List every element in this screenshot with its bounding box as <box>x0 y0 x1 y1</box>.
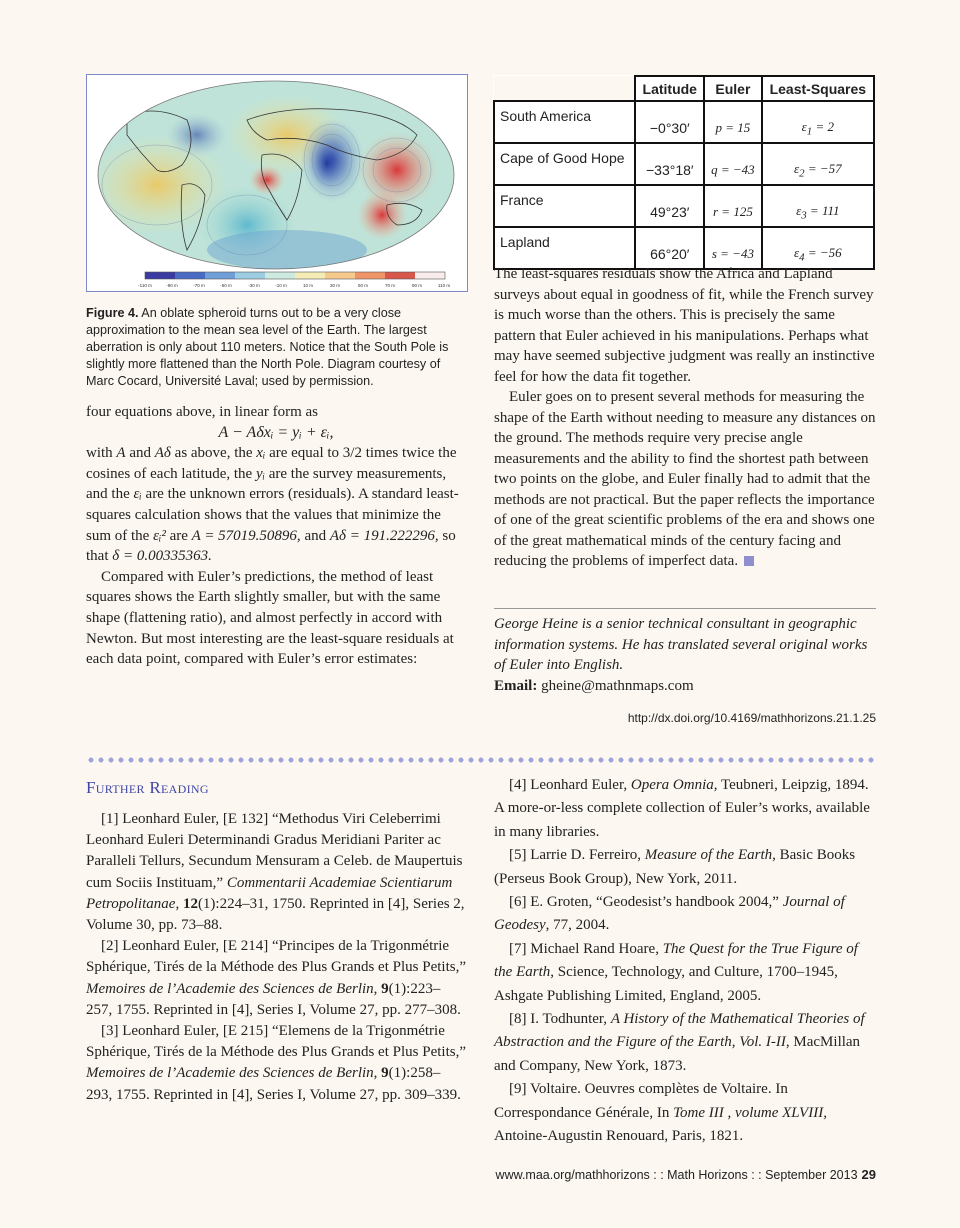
reference-item: [1] Leonhard Euler, [E 132] “Methodus Viri Celeberrimi Leonhard Euleri Determinandi Gradus Meridiani Pariter ac Paralleli Tellurs, Secundum Mensuram a Celeb. de Maupertuis cum Sociis Instituam,” Commentarii Academiae Scientiarum Petropolitanae, 12(1):224–31, 1750. Reprinted in [4], Series 2, Volume 30, pp. 73–88. <box>86 811 465 934</box>
references-right <box>494 774 876 1149</box>
colorbar-tick: -110 m <box>138 283 152 288</box>
table-header-row <box>494 76 874 101</box>
latitude-cell: −0°30′ <box>635 101 704 143</box>
least-squares-cell: $\varepsilon_2 = -57$ <box>762 143 874 185</box>
reference-item: [2] Leonhard Euler, [E 214] “Principes de la Trigonmétrie Sphérique, Tirés de la Méthode des Plus Grands et Plus Petits,” Memoires de l’Academie des Sciences de Berlin, 9(1):223–257, 1755. Reprinted in [4], Series I, Volume 27, pp. 277–308. <box>86 938 466 1018</box>
latitude-cell: 49°23′ <box>635 185 704 227</box>
linear-equation: A − Aδxᵢ = yᵢ + εᵢ, <box>218 423 334 441</box>
intro-line: four equations above, in linear form as <box>86 404 319 420</box>
colorbar-tick: -70 m <box>193 283 205 288</box>
colorbar-tick: -90 m <box>166 283 178 288</box>
colorbar-tick: 50 m <box>357 283 369 288</box>
paragraph-comparison: Compared with Euler’s predictions, the method of least squares shows the Earth slightly smaller, but with the same shape (flattening ratio), and almost perfectly in accord with Newton. But most interesting are the least-square residuals at each data point, compared with Euler’s error estimates: <box>86 568 454 668</box>
doi-link[interactable]: http://dx.doi.org/10.4169/mathhorizons.21.1.25 <box>627 711 876 725</box>
right-column-text <box>494 264 876 572</box>
paragraph-variables: with A and Aδ as above, the xᵢ are equal to 3/2 times twice the cosines of each latitude, the yᵢ are the survey measurements, and the εᵢ are the unknown errors (residuals). A standard least-squares calculation shows that the values that minimize the sum of the εᵢ² are A = 57019.50896, and Aδ = 191.222296, so that δ = 0.00335363. <box>86 445 459 565</box>
least-squares-cell: $\varepsilon_4 = -56$ <box>762 227 874 269</box>
table-corner <box>494 76 635 101</box>
colorbar-tick: 30 m <box>329 283 341 288</box>
place-cell: Cape of Good Hope <box>494 143 635 185</box>
reference-item: [8] I. Todhunter, A History of the Mathematical Theories of Abstraction and the Figure of the Earth, Vol. I-II, MacMillan and Company, New York, 1873. <box>494 1011 865 1074</box>
table-row <box>494 143 874 185</box>
reference-item: [6] E. Groten, “Geodesist’s handbook 2004,” Journal of Geodesy, 77, 2004. <box>494 894 845 934</box>
end-of-article-mark <box>744 556 754 566</box>
table-row <box>494 101 874 143</box>
colorbar-tick: 90 m <box>411 283 423 288</box>
further-reading-title: Further Reading <box>86 778 209 797</box>
bio-divider <box>494 608 876 609</box>
geoid-map <box>87 75 466 290</box>
column-header: Least-Squares <box>762 76 874 101</box>
reference-item: [4] Leonhard Euler, Opera Omnia, Teubneri, Leipzig, 1894. A more-or-less complete collection of Euler’s works, available in many libraries. <box>494 777 870 840</box>
column-header: Euler <box>704 76 762 101</box>
least-squares-cell: $\varepsilon_1 = 2$ <box>762 101 874 143</box>
least-squares-cell: $\varepsilon_3 = 111$ <box>762 185 874 227</box>
place-cell: South America <box>494 101 635 143</box>
euler-cell: p = 15 <box>704 101 762 143</box>
euler-cell: r = 125 <box>704 185 762 227</box>
euler-cell: q = −43 <box>704 143 762 185</box>
table-row <box>494 185 874 227</box>
dotted-divider <box>86 757 878 763</box>
colorbar-tick: -50 m <box>220 283 232 288</box>
figure-caption <box>86 305 470 390</box>
bio-text: George Heine is a senior technical consultant in geographic information systems. He has translated several original works of Euler into English. <box>494 616 868 673</box>
page-number: 29 <box>861 1167 876 1182</box>
paragraph-residuals: The least-squares residuals show the Africa and Lapland surveys about equal in goodness of fit, while the French survey is much worse than the others. This is precisely the same pattern that Euler achieved in his manipulations. Perhaps what may have seemed subjective judgment was really an instinctive feel for how the data fit together. <box>494 266 875 385</box>
latitude-cell: 66°20′ <box>635 227 704 269</box>
figure-caption-text: An oblate spheroid turns out to be a very close approximation to the mean sea level of the Earth. The largest aberration is only about 110 meters. Notice that the South Pole is slightly more flattened than the North Pole. Diagram courtesy of Marc Cocard, Université Laval; used by permission. <box>86 306 449 388</box>
author-bio <box>494 614 879 696</box>
table-row <box>494 227 874 269</box>
colorbar-tick: 110 m <box>437 283 451 288</box>
reference-item: [7] Michael Rand Hoare, The Quest for the True Figure of the Earth, Science, Technology, and Culture, 1700–1945, Ashgate Publishing Limited, England, 2005. <box>494 940 858 1004</box>
colorbar-tick: -10 m <box>275 283 287 288</box>
reference-item: [9] Voltaire. Oeuvres complètes de Voltaire. In Correspondance Générale, In Tome III , volume XLVIII, Antoine-Augustin Renouard, Paris, 1821. <box>494 1081 827 1145</box>
left-column-text <box>86 402 466 670</box>
page-footer <box>496 1167 876 1182</box>
geoid-surface <box>87 75 466 290</box>
colorbar <box>138 272 450 288</box>
geoid-map-figure <box>86 74 468 292</box>
reference-item: [5] Larrie D. Ferreiro, Measure of the Earth, Basic Books (Perseus Book Group), New York, 2011. <box>494 847 856 887</box>
colorbar-tick: -30 m <box>248 283 260 288</box>
colorbar-tick: 70 m <box>384 283 396 288</box>
column-header: Latitude <box>635 76 704 101</box>
residuals-table <box>493 75 875 270</box>
figure-label: Figure 4. <box>86 306 139 320</box>
place-cell: Lapland <box>494 227 635 269</box>
euler-cell: s = −43 <box>704 227 762 269</box>
paragraph-methods: Euler goes on to present several methods for measuring the shape of the Earth without needing to measure any distances on the ground. The methods require very precise angle measurements and the ability to find the shortest path between two points on the globe, and Euler finally had to admit that the methods are not practical. But the paper reflects the importance of one of the great scientific problems of the era and shows one of the great mathematical minds of the century facing and reducing the problems of imperfect data. <box>494 389 876 569</box>
footer-text: www.maa.org/mathhorizons : : Math Horizons : : September 2013 <box>495 1168 858 1182</box>
colorbar-tick: 10 m <box>302 283 314 288</box>
place-cell: France <box>494 185 635 227</box>
email-link[interactable]: gheine@mathnmaps.com <box>541 677 694 694</box>
latitude-cell: −33°18′ <box>635 143 704 185</box>
references-left <box>86 809 466 1106</box>
reference-item: [3] Leonhard Euler, [E 215] “Elemens de la Trigonmétrie Sphérique, Tirés de la Méthode des Plus Grands et Plus Petits,” Memoires de l’Academie des Sciences de Berlin, 9(1):258–293, 1755. Reprinted in [4], Series I, Volume 27, pp. 309–339. <box>86 1023 466 1103</box>
email-label: Email: <box>494 677 538 694</box>
